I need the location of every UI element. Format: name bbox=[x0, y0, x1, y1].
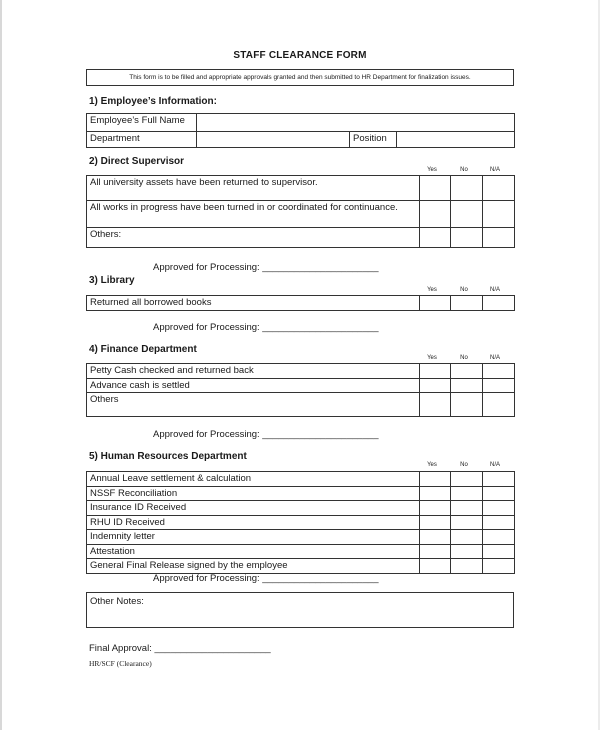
checkbox-na[interactable] bbox=[483, 228, 515, 248]
checkbox-yes[interactable] bbox=[420, 530, 451, 545]
checkbox-yes[interactable] bbox=[420, 515, 451, 530]
supervisor-heading: 2) Direct Supervisor bbox=[89, 156, 185, 167]
checkbox-yes[interactable] bbox=[420, 364, 451, 379]
checkbox-no[interactable] bbox=[451, 486, 483, 501]
checkbox-yes[interactable] bbox=[420, 201, 451, 228]
finance-heading: 4) Finance Department bbox=[89, 344, 197, 355]
other-notes-label: Other Notes: bbox=[90, 596, 144, 607]
hr-col-yes: Yes bbox=[427, 462, 437, 468]
finance-table bbox=[86, 363, 515, 417]
checkbox-yes[interactable] bbox=[420, 501, 451, 516]
supervisor-table bbox=[86, 175, 515, 248]
hr-heading: 5) Human Resources Department bbox=[89, 451, 247, 462]
checkbox-na[interactable] bbox=[483, 530, 515, 545]
department-label: Department bbox=[87, 132, 197, 148]
checkbox-na[interactable] bbox=[483, 544, 515, 559]
checkbox-no[interactable] bbox=[451, 559, 483, 574]
supervisor-approval[interactable]: Approved for Processing: ______________________ bbox=[153, 262, 379, 273]
full-name-field[interactable] bbox=[197, 114, 515, 132]
checkbox-na[interactable] bbox=[483, 472, 515, 487]
hr-item-annual-leave: Annual Leave settlement & calculation bbox=[87, 472, 420, 487]
supervisor-item-works: All works in progress have been turned in or coordinated for continuance. bbox=[87, 201, 420, 228]
checkbox-no[interactable] bbox=[451, 364, 483, 379]
checkbox-yes[interactable] bbox=[420, 559, 451, 574]
hr-item-rhu-id: RHU ID Received bbox=[87, 515, 420, 530]
finance-approval[interactable]: Approved for Processing: ______________________ bbox=[153, 429, 379, 440]
checkbox-na[interactable] bbox=[483, 364, 515, 379]
final-approval[interactable]: Final Approval: ______________________ bbox=[89, 643, 271, 654]
finance-item-petty-cash: Petty Cash checked and returned back bbox=[87, 364, 420, 379]
checkbox-no[interactable] bbox=[451, 515, 483, 530]
finance-col-yes: Yes bbox=[427, 355, 437, 361]
employee-table bbox=[86, 113, 515, 148]
checkbox-na[interactable] bbox=[483, 296, 515, 311]
library-col-yes: Yes bbox=[427, 287, 437, 293]
hr-col-no: No bbox=[460, 462, 468, 468]
checkbox-na[interactable] bbox=[483, 501, 515, 516]
checkbox-yes[interactable] bbox=[420, 544, 451, 559]
library-table bbox=[86, 295, 515, 311]
finance-col-na: N/A bbox=[489, 355, 500, 361]
library-approval[interactable]: Approved for Processing: ______________________ bbox=[153, 322, 379, 333]
checkbox-no[interactable] bbox=[451, 228, 483, 248]
department-field[interactable] bbox=[197, 132, 350, 148]
checkbox-no[interactable] bbox=[451, 176, 483, 201]
hr-approval[interactable]: Approved for Processing: ______________________ bbox=[153, 573, 379, 584]
supervisor-item-assets: All university assets have been returned to supervisor. bbox=[87, 176, 420, 201]
checkbox-na[interactable] bbox=[483, 486, 515, 501]
checkbox-no[interactable] bbox=[451, 201, 483, 228]
position-field[interactable] bbox=[397, 132, 515, 148]
hr-item-final-release: General Final Release signed by the employee bbox=[87, 559, 420, 574]
library-item-books: Returned all borrowed books bbox=[87, 296, 420, 311]
supervisor-col-na: N/A bbox=[489, 167, 500, 173]
checkbox-na[interactable] bbox=[483, 176, 515, 201]
full-name-label: Employee’s Full Name bbox=[87, 114, 197, 132]
page-left-edge bbox=[0, 0, 2, 730]
checkbox-yes[interactable] bbox=[420, 378, 451, 393]
checkbox-na[interactable] bbox=[483, 559, 515, 574]
checkbox-no[interactable] bbox=[451, 378, 483, 393]
supervisor-col-yes: Yes bbox=[427, 167, 437, 173]
form-title: STAFF CLEARANCE FORM bbox=[233, 50, 367, 61]
other-notes-box[interactable] bbox=[86, 592, 514, 628]
checkbox-no[interactable] bbox=[451, 544, 483, 559]
hr-col-na: N/A bbox=[489, 462, 500, 468]
finance-item-advance-cash: Advance cash is settled bbox=[87, 378, 420, 393]
finance-item-others: Others bbox=[87, 393, 420, 417]
hr-item-insurance-id: Insurance ID Received bbox=[87, 501, 420, 516]
checkbox-no[interactable] bbox=[451, 472, 483, 487]
checkbox-yes[interactable] bbox=[420, 472, 451, 487]
hr-item-attestation: Attestation bbox=[87, 544, 420, 559]
library-heading: 3) Library bbox=[89, 275, 135, 286]
checkbox-na[interactable] bbox=[483, 201, 515, 228]
form-code: HR/SCF (Clearance) bbox=[89, 659, 152, 668]
supervisor-item-others: Others: bbox=[87, 228, 420, 248]
checkbox-no[interactable] bbox=[451, 501, 483, 516]
checkbox-na[interactable] bbox=[483, 515, 515, 530]
checkbox-yes[interactable] bbox=[420, 296, 451, 311]
finance-col-no: No bbox=[460, 355, 468, 361]
checkbox-yes[interactable] bbox=[420, 393, 451, 417]
library-col-no: No bbox=[460, 287, 468, 293]
supervisor-col-no: No bbox=[460, 167, 468, 173]
checkbox-no[interactable] bbox=[451, 530, 483, 545]
checkbox-na[interactable] bbox=[483, 393, 515, 417]
instructions-box: This form is to be filled and appropriate approvals granted and then submitted to HR Department for finalization issues. bbox=[86, 69, 514, 86]
checkbox-yes[interactable] bbox=[420, 176, 451, 201]
checkbox-yes[interactable] bbox=[420, 228, 451, 248]
employee-heading: 1) Employee’s Information: bbox=[89, 96, 217, 107]
hr-item-indemnity: Indemnity letter bbox=[87, 530, 420, 545]
position-label: Position bbox=[350, 132, 397, 148]
checkbox-yes[interactable] bbox=[420, 486, 451, 501]
hr-item-nssf: NSSF Reconciliation bbox=[87, 486, 420, 501]
checkbox-no[interactable] bbox=[451, 296, 483, 311]
library-col-na: N/A bbox=[489, 287, 500, 293]
checkbox-no[interactable] bbox=[451, 393, 483, 417]
hr-table bbox=[86, 471, 515, 574]
checkbox-na[interactable] bbox=[483, 378, 515, 393]
